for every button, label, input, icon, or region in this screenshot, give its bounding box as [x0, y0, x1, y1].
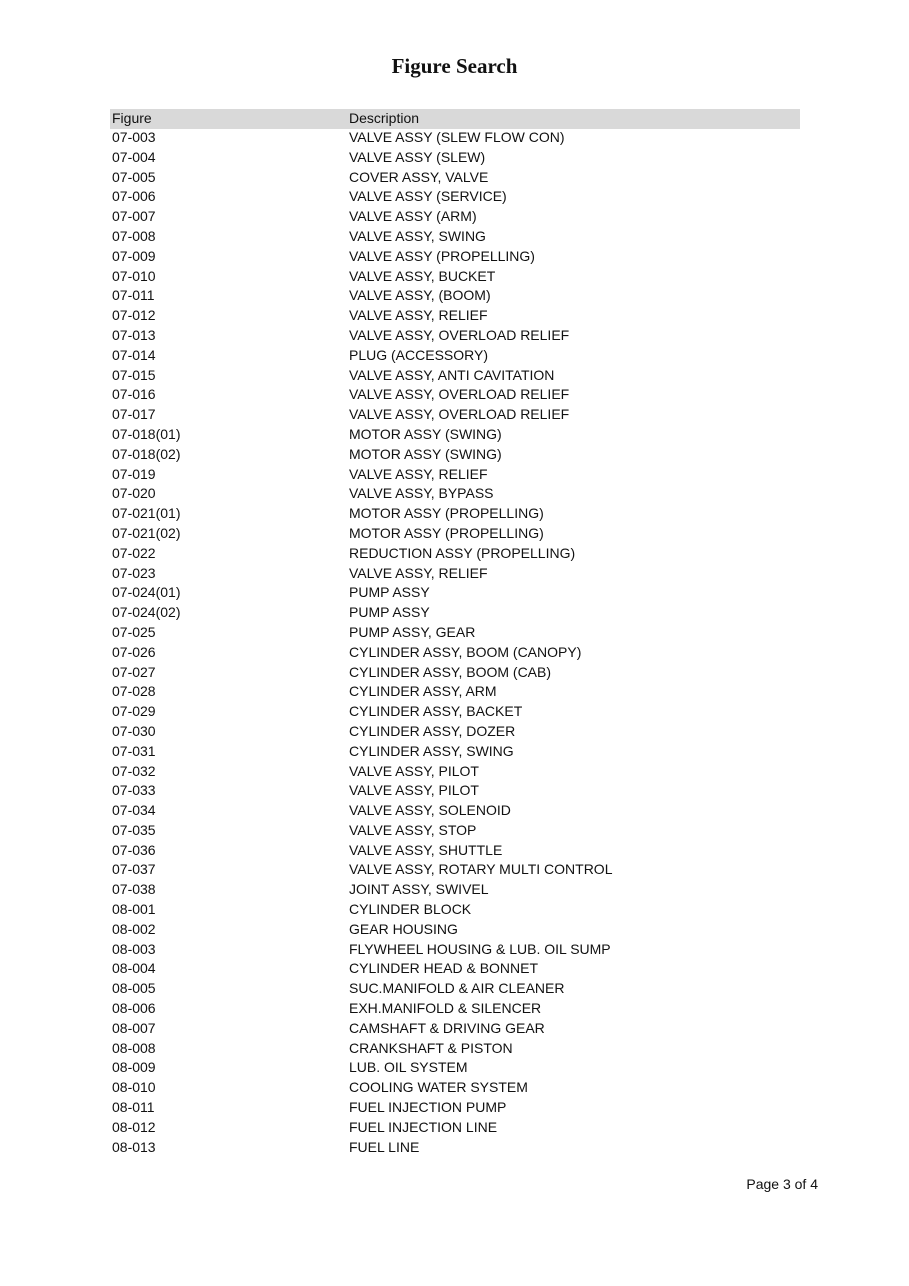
figure-number: 08-010 [112, 1079, 156, 1096]
figure-description: COOLING WATER SYSTEM [349, 1079, 528, 1096]
figure-description: VALVE ASSY, BYPASS [349, 485, 494, 502]
table-row [110, 703, 800, 723]
table-row [110, 624, 800, 644]
figure-description: CYLINDER HEAD & BONNET [349, 960, 539, 977]
figure-number: 07-032 [112, 762, 156, 779]
table-row [110, 861, 800, 881]
table-body [110, 129, 800, 1158]
figure-description: VALVE ASSY (SERVICE) [349, 188, 507, 205]
figure-number: 07-018(01) [112, 425, 181, 442]
figure-description: MOTOR ASSY (PROPELLING) [349, 505, 544, 522]
figure-number: 07-021(01) [112, 505, 181, 522]
figure-description: PUMP ASSY [349, 584, 430, 601]
table-row [110, 901, 800, 921]
table-row [110, 1079, 800, 1099]
table-row [110, 188, 800, 208]
figure-description: CRANKSHAFT & PISTON [349, 1039, 513, 1056]
table-row [110, 743, 800, 763]
figure-number: 07-024(02) [112, 604, 181, 621]
page-title: Figure Search [391, 54, 518, 78]
table-row [110, 1139, 800, 1159]
figure-number: 07-024(01) [112, 584, 181, 601]
figure-number: 07-006 [112, 188, 156, 205]
table-row [110, 921, 800, 941]
table-row [110, 347, 800, 367]
figure-number: 07-011 [112, 287, 155, 304]
figure-description: PLUG (ACCESSORY) [349, 346, 488, 363]
column-header-figure: Figure [112, 110, 152, 126]
figure-number: 07-005 [112, 168, 156, 185]
figure-number: 07-007 [112, 208, 156, 225]
table-row [110, 307, 800, 327]
figure-number: 08-006 [112, 1000, 156, 1017]
table-row [110, 327, 800, 347]
figure-description: CYLINDER ASSY, BOOM (CANOPY) [349, 643, 582, 660]
figure-description: CYLINDER ASSY, SWING [349, 742, 514, 759]
table-row [110, 386, 800, 406]
table-row [110, 604, 800, 624]
figure-number: 07-010 [112, 267, 156, 284]
table-row [110, 683, 800, 703]
figure-description: VALVE ASSY, RELIEF [349, 465, 488, 482]
figure-description: VALVE ASSY, OVERLOAD RELIEF [349, 386, 570, 403]
table-row [110, 545, 800, 565]
figure-number: 07-026 [112, 643, 156, 660]
figure-number: 07-004 [112, 148, 156, 165]
figure-number: 07-030 [112, 722, 156, 739]
figure-number: 07-038 [112, 881, 156, 898]
figure-number: 07-022 [112, 544, 156, 561]
table-header [110, 109, 800, 129]
figure-number: 07-025 [112, 623, 156, 640]
figure-description: CYLINDER ASSY, BOOM (CAB) [349, 663, 552, 680]
figure-number: 07-013 [112, 326, 156, 343]
figure-description: COVER ASSY, VALVE [349, 168, 489, 185]
table-row [110, 208, 800, 228]
table-row [110, 287, 800, 307]
figure-description: EXH.MANIFOLD & SILENCER [349, 1000, 542, 1017]
figure-number: 07-014 [112, 346, 156, 363]
figure-description: JOINT ASSY, SWIVEL [349, 881, 489, 898]
figure-number: 08-004 [112, 960, 156, 977]
figure-number: 08-005 [112, 980, 156, 997]
table-row [110, 149, 800, 169]
figure-number: 07-023 [112, 564, 156, 581]
figure-description: VALVE ASSY, OVERLOAD RELIEF [349, 326, 570, 343]
table-row [110, 842, 800, 862]
figure-number: 07-035 [112, 821, 156, 838]
figure-description: SUC.MANIFOLD & AIR CLEANER [349, 980, 565, 997]
figure-number: 07-017 [112, 406, 156, 423]
table-row [110, 466, 800, 486]
table-row [110, 664, 800, 684]
figure-description: VALVE ASSY, OVERLOAD RELIEF [349, 406, 570, 423]
figure-number: 08-008 [112, 1039, 156, 1056]
table-row [110, 169, 800, 189]
table-row [110, 1040, 800, 1060]
figure-description: FUEL LINE [349, 1138, 420, 1155]
figure-description: CYLINDER ASSY, DOZER [349, 722, 516, 739]
figure-description: CYLINDER ASSY, BACKET [349, 703, 523, 720]
table-row [110, 980, 800, 1000]
figure-number: 08-009 [112, 1059, 156, 1076]
figure-number: 07-028 [112, 683, 156, 700]
page-number: Page 3 of 4 [746, 1176, 818, 1192]
figure-description: VALVE ASSY, BUCKET [349, 267, 496, 284]
figure-description: VALVE ASSY, PILOT [349, 782, 479, 799]
figure-number: 07-027 [112, 663, 156, 680]
figure-description: CYLINDER BLOCK [349, 901, 472, 918]
figure-description: VALVE ASSY (PROPELLING) [349, 247, 535, 264]
table-row [110, 881, 800, 901]
figure-description: MOTOR ASSY (SWING) [349, 425, 502, 442]
table-row [110, 1059, 800, 1079]
table-row [110, 1099, 800, 1119]
figure-number: 07-009 [112, 247, 156, 264]
table-row [110, 485, 800, 505]
figure-description: VALVE ASSY, ANTI CAVITATION [349, 366, 555, 383]
table-row [110, 763, 800, 783]
figure-number: 07-034 [112, 802, 156, 819]
figure-description: VALVE ASSY, ROTARY MULTI CONTROL [349, 861, 613, 878]
figure-number: 07-031 [112, 742, 156, 759]
table-row [110, 228, 800, 248]
figure-number: 07-036 [112, 841, 156, 858]
figure-description: MOTOR ASSY (PROPELLING) [349, 524, 544, 541]
figure-number: 07-033 [112, 782, 156, 799]
figure-number: 08-007 [112, 1019, 156, 1036]
figure-description: VALVE ASSY (ARM) [349, 208, 477, 225]
figure-description: VALVE ASSY, RELIEF [349, 307, 488, 324]
figure-description: PUMP ASSY [349, 604, 430, 621]
table-row [110, 782, 800, 802]
figure-number: 08-002 [112, 920, 156, 937]
table-row [110, 565, 800, 585]
table-row [110, 802, 800, 822]
figure-number: 07-003 [112, 129, 156, 145]
figure-number: 07-037 [112, 861, 156, 878]
figure-table [110, 109, 800, 1158]
table-row [110, 129, 800, 149]
figure-description: VALVE ASSY, STOP [349, 821, 477, 838]
figure-number: 07-019 [112, 465, 156, 482]
table-row [110, 525, 800, 545]
figure-number: 08-003 [112, 940, 156, 957]
figure-description: VALVE ASSY, RELIEF [349, 564, 488, 581]
figure-number: 07-012 [112, 307, 156, 324]
figure-number: 08-013 [112, 1138, 156, 1155]
table-row [110, 960, 800, 980]
figure-number: 07-020 [112, 485, 156, 502]
table-row [110, 406, 800, 426]
figure-description: GEAR HOUSING [349, 920, 458, 937]
table-row [110, 584, 800, 604]
figure-number: 07-015 [112, 366, 156, 383]
figure-description: VALVE ASSY, (BOOM) [349, 287, 491, 304]
figure-description: PUMP ASSY, GEAR [349, 623, 476, 640]
figure-description: LUB. OIL SYSTEM [349, 1059, 468, 1076]
table-row [110, 822, 800, 842]
figure-number: 07-029 [112, 703, 156, 720]
figure-number: 07-008 [112, 227, 156, 244]
figure-description: VALVE ASSY (SLEW FLOW CON) [349, 129, 565, 145]
table-row [110, 367, 800, 387]
figure-number: 08-012 [112, 1118, 156, 1135]
table-row [110, 644, 800, 664]
figure-description: MOTOR ASSY (SWING) [349, 445, 502, 462]
figure-description: VALVE ASSY, PILOT [349, 762, 479, 779]
table-row [110, 1020, 800, 1040]
column-header-description: Description [349, 110, 420, 126]
figure-description: REDUCTION ASSY (PROPELLING) [349, 544, 576, 561]
figure-number: 07-018(02) [112, 445, 181, 462]
figure-description: VALVE ASSY (SLEW) [349, 148, 486, 165]
table-row [110, 446, 800, 466]
figure-number: 08-001 [112, 901, 156, 918]
figure-description: VALVE ASSY, SOLENOID [349, 802, 511, 819]
table-row [110, 1119, 800, 1139]
table-row [110, 248, 800, 268]
figure-description: FLYWHEEL HOUSING & LUB. OIL SUMP [349, 940, 611, 957]
table-row [110, 723, 800, 743]
figure-number: 07-021(02) [112, 524, 181, 541]
figure-description: FUEL INJECTION LINE [349, 1118, 498, 1135]
figure-description: VALVE ASSY, SWING [349, 227, 486, 244]
figure-description: FUEL INJECTION PUMP [349, 1099, 507, 1116]
table-row [110, 505, 800, 525]
table-row [110, 268, 800, 288]
table-row [110, 941, 800, 961]
figure-number: 07-016 [112, 386, 156, 403]
figure-description: CAMSHAFT & DRIVING GEAR [349, 1019, 545, 1036]
figure-description: VALVE ASSY, SHUTTLE [349, 841, 503, 858]
table-row [110, 1000, 800, 1020]
table-row [110, 426, 800, 446]
figure-description: CYLINDER ASSY, ARM [349, 683, 497, 700]
figure-number: 08-011 [112, 1099, 155, 1116]
